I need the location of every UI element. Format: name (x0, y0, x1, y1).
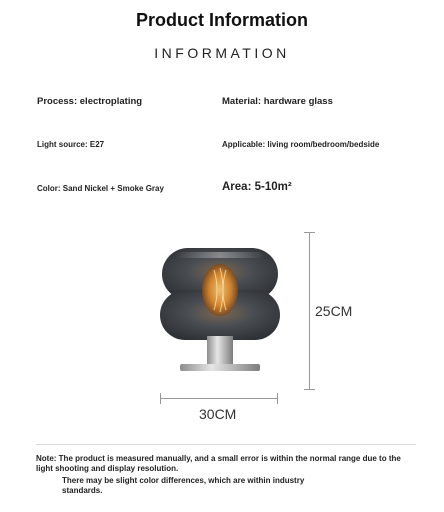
width-label: 30CM (199, 406, 237, 422)
width-dimension-line (160, 398, 278, 399)
divider (36, 444, 416, 445)
note-text: Note: The product is measured manually, and a small error is within the normal range due to the light shooting and display resolution. (36, 454, 401, 473)
height-dimension-line (309, 232, 310, 390)
spec-light-source: Light source: E27 (37, 140, 105, 149)
spec-applicable: Applicable: living room/bedroom/bedside (222, 140, 380, 149)
lamp-stem (207, 336, 233, 366)
page-title: Product Information (136, 10, 308, 30)
spec-material: Material: hardware glass (222, 96, 333, 107)
spec-process: Process: electroplating (37, 96, 143, 107)
height-dimension-bottom-tick (304, 389, 315, 390)
width-dimension-left-tick (160, 393, 161, 404)
note-color-text: There may be slight color differences, which are within industry standards. (62, 476, 305, 495)
page-subtitle: INFORMATION (154, 45, 290, 61)
height-dimension-top-tick (304, 232, 315, 233)
lamp-base (180, 364, 260, 371)
height-label: 25CM (315, 303, 353, 319)
spec-color: Color: Sand Nickel + Smoke Gray (37, 184, 164, 193)
width-dimension-right-tick (277, 393, 278, 404)
lamp-image (150, 240, 290, 375)
spec-area: Area: 5-10m² (222, 181, 292, 193)
bulb (202, 264, 238, 316)
